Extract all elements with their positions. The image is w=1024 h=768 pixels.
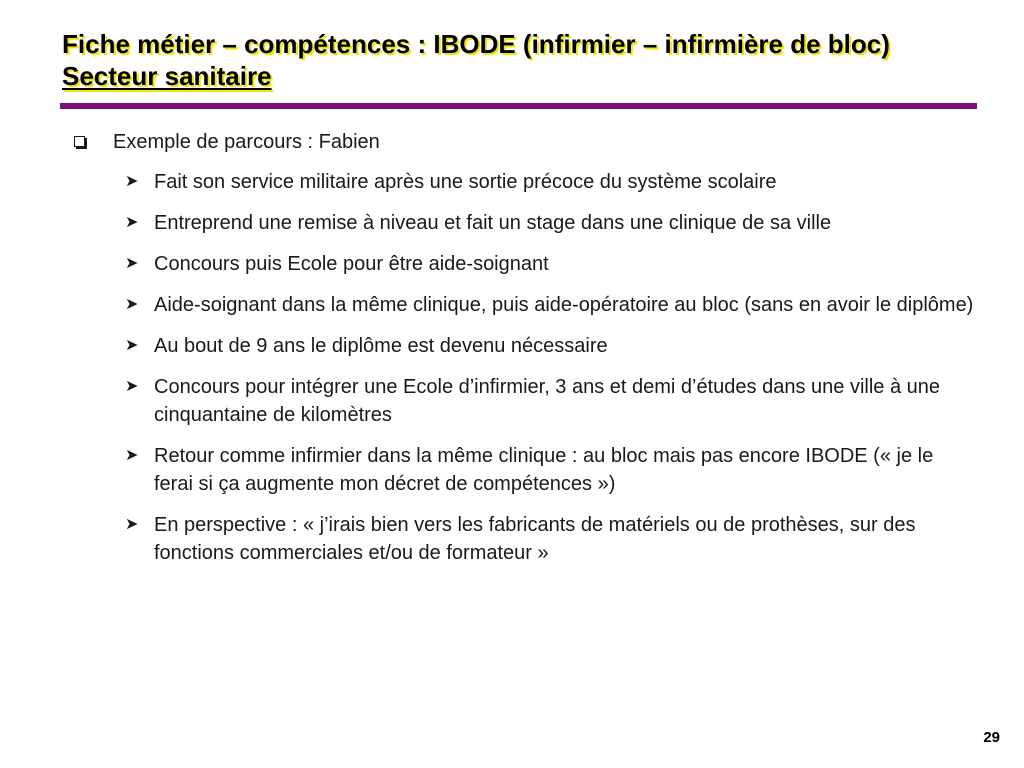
title-line-2: Secteur sanitaire: [62, 61, 272, 91]
section-heading-item: [72, 128, 972, 156]
bullet-item: [125, 209, 974, 237]
slide-title: [62, 28, 1002, 92]
section-heading: Exemple de parcours : Fabien: [113, 131, 380, 153]
bullet-text: En perspective : « j’irais bien vers les fabricants de matériels ou de prothèses, sur des fonctions commerciales et/ou de formateur »: [154, 514, 916, 564]
bullet-item: [125, 291, 974, 319]
bullet-item: [125, 250, 974, 278]
bullet-text: Retour comme infirmier dans la même clinique : au bloc mais pas encore IBODE (« je le ferai si ça augmente mon décret de compétences »): [154, 445, 934, 495]
arrowhead-bullet-icon: ➤: [125, 378, 139, 395]
hollow-square-bullet-icon: [74, 136, 85, 147]
bullet-item: [125, 168, 974, 196]
bullet-text: Concours pour intégrer une Ecole d’infirmier, 3 ans et demi d’études dans une ville à une cinquantaine de kilomètres: [154, 376, 941, 426]
arrowhead-bullet-icon: ➤: [125, 447, 139, 464]
arrowhead-bullet-icon: ➤: [125, 516, 139, 533]
arrowhead-bullet-icon: ➤: [125, 214, 139, 231]
title-line-1: Fiche métier – compétences : IBODE (infirmier – infirmière de bloc): [62, 29, 890, 59]
bullet-text: Aide-soignant dans la même clinique, puis aide-opératoire au bloc (sans en avoir le diplôme): [154, 294, 974, 316]
bullet-text: Entreprend une remise à niveau et fait un stage dans une clinique de sa ville: [154, 212, 832, 234]
slide-body: [72, 128, 972, 580]
bullet-item: [125, 511, 974, 567]
bullet-text: Concours puis Ecole pour être aide-soignant: [154, 253, 549, 275]
bullet-item: [125, 442, 974, 498]
arrowhead-bullet-icon: ➤: [125, 255, 139, 272]
bullet-text: Fait son service militaire après une sortie précoce du système scolaire: [154, 171, 777, 193]
arrowhead-bullet-icon: ➤: [125, 173, 139, 190]
bullet-item: [125, 332, 974, 360]
page-number: 29: [983, 729, 1000, 746]
arrowhead-bullet-icon: ➤: [125, 337, 139, 354]
bullet-item: [125, 373, 974, 429]
title-divider: [60, 103, 977, 109]
arrowhead-bullet-icon: ➤: [125, 296, 139, 313]
bullet-text: Au bout de 9 ans le diplôme est devenu nécessaire: [154, 335, 608, 357]
